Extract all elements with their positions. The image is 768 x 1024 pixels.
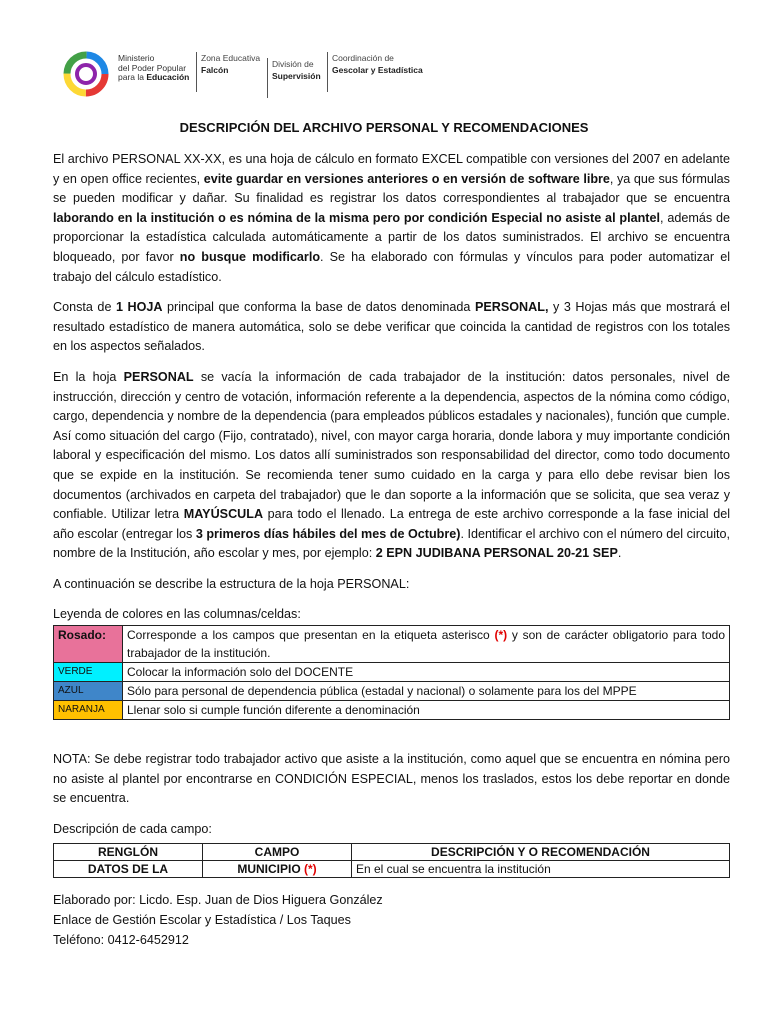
role-line: Enlace de Gestión Escolar y Estadística / Los Taques [53, 913, 351, 928]
column-header: RENGLÓN [54, 844, 203, 861]
author-footer [53, 890, 730, 950]
legend-key-azul: AZUL [54, 682, 123, 701]
paragraph-2: Consta de 1 HOJA principal que conforma la base de datos denominada PERSONAL, y 3 Hojas más que mostrará el resultado estadístico de manera automática, solo se debe verificar que coincida la cantidad de registros con los totales en los aspectos señalados. [53, 300, 730, 354]
column-header: CAMPO [203, 844, 352, 861]
legend-row [54, 682, 730, 701]
header-division: División de Supervisión [267, 58, 330, 98]
table-row [54, 861, 730, 878]
renglon-cell: DATOS DE LA [54, 861, 203, 878]
document-body [53, 150, 730, 950]
fields-table [53, 843, 730, 878]
paragraph-3: En la hoja PERSONAL se vacía la información de cada trabajador de la institución: datos personales, nivel de instrucción, dirección y centro de votación, información referente a la dependencia, aspectos de la nómina como código, cargo, dependencia y nombre de la dependencia (para empleados públicos estadales y nacionales), función que cumple. Así como situación del cargo (Fijo, contratado), nivel, con mayor carga horaria, donde labora y muy importante condición laboral y especificación del mismo. Los datos allí suministrados son responsabilidad del director, como todo documento que se expide en la institución. Se recomienda tener sumo cuidado en la carga y para ello debe revisar bien los documentos (archivados en carpeta del trabajador) que le dan soporte a la información que se solicita, que sea veraz y confiable. Utilizar letra MAYÚSCULA para todo el llenado. La entrega de este archivo corresponde a la fase inicial del año escolar (entregar los 3 primeros días hábiles del mes de Octubre). Identificar el archivo con el número del circuito, nombre de la Institución, año escolar y mes, por ejemplo: 2 EPN JUDIBANA PERSONAL 20-21 SEP. [53, 369, 731, 561]
letterhead [60, 46, 460, 104]
color-legend-table [53, 625, 730, 720]
descripcion-cell: En el cual se encuentra la institución [352, 861, 730, 878]
campo-cell: MUNICIPIO (*) [203, 861, 352, 878]
header-coordinacion: Coordinación de Gescolar y Estadística [327, 52, 472, 92]
legend-text: Llenar solo si cumple función diferente a denominación [123, 701, 730, 720]
legend-text: Sólo para personal de dependencia pública (estadal y nacional) o solamente para los del MPPE [123, 682, 730, 701]
nota-paragraph: NOTA: Se debe registrar todo trabajador activo que asiste a la institución, como aquel que se encuentra en nómina pero no asiste al plantel por encontrarse en CONDICIÓN ESPECIAL, menos los traslados, estos los debe reportar en donde se encuentra. [53, 752, 730, 806]
ministry-name: Ministerio del Poder Popular para la Educación [118, 53, 190, 82]
header-zona: Zona Educativa Falcón [196, 52, 265, 92]
paragraph-1: El archivo PERSONAL XX-XX, es una hoja de cálculo en formato EXCEL compatible con versiones del 2007 en adelante y en open office recientes, evite guardar en versiones anteriores o en versión de software libre, ya que sus fórmulas se pueden modificar y dañar. Su finalidad es registrar los datos correspondientes al trabajador que se encuentra laborando en la institución o es nómina de la misma pero por condición Especial no asiste al plantel, además de proporcionar la estadística calculada automáticamente a partir de los datos suministrados. El archivo se encuentra bloqueado, por favor no busque modificarlo. Se ha elaborado con fórmulas y vínculos para poder automatizar el trabajo del cálculo estadístico. [53, 152, 730, 284]
legend-row [54, 663, 730, 682]
phone-line: Teléfono: 0412-6452912 [53, 933, 189, 948]
document-title: DESCRIPCIÓN DEL ARCHIVO PERSONAL Y RECOMENDACIONES [179, 120, 589, 135]
fields-description-title: Descripción de cada campo: [53, 821, 212, 836]
legend-key-verde: VERDE [54, 663, 123, 682]
legend-row [54, 626, 730, 663]
column-header: DESCRIPCIÓN Y O RECOMENDACIÓN [352, 844, 730, 861]
ministry-logo-icon [60, 48, 112, 100]
legend-title: Leyenda de colores en las columnas/celdas: [53, 607, 301, 622]
legend-row [54, 701, 730, 720]
legend-key-rosado: Rosado: [54, 626, 123, 663]
paragraph-4: A continuación se describe la estructura de la hoja PERSONAL: [53, 576, 410, 591]
legend-key-naranja: NARANJA [54, 701, 123, 720]
table-header-row [54, 844, 730, 861]
author-line: Elaborado por: Licdo. Esp. Juan de Dios Higuera González [53, 893, 383, 908]
legend-text: Colocar la información solo del DOCENTE [123, 663, 730, 682]
legend-text: Corresponde a los campos que presentan en la etiqueta asterisco (*) y son de carácter obligatorio para todo trabajador de la institución. [123, 626, 730, 663]
